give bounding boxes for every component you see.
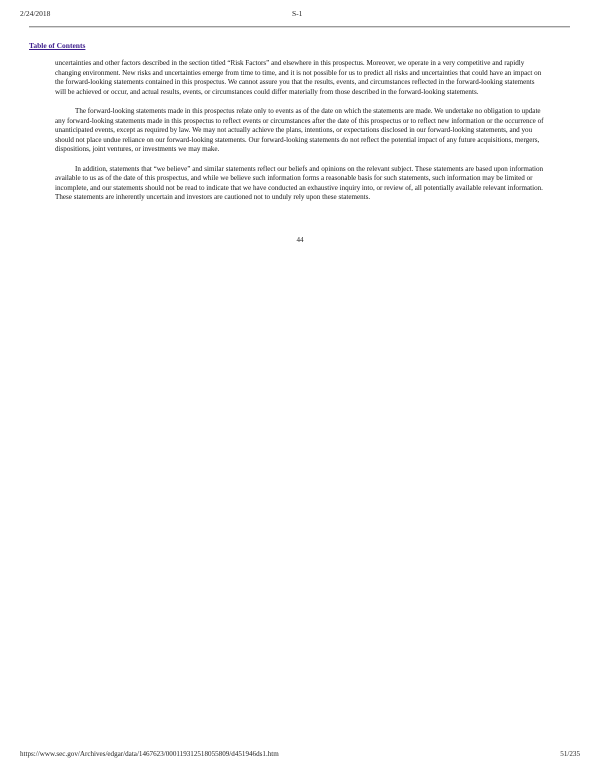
page-number: 44 bbox=[296, 236, 304, 244]
source-url: https://www.sec.gov/Archives/edgar/data/1467623/000119312518055809/d451946ds1.htm bbox=[20, 750, 279, 758]
print-header bbox=[20, 9, 580, 23]
print-date: 2/24/2018 bbox=[20, 9, 51, 18]
table-of-contents-link[interactable]: Table of Contents bbox=[29, 41, 86, 50]
paragraph-forward-looking: The forward-looking statements made in this prospectus relate only to events as of the date on which the statements are made. We undertake no obligation to update any forward-looking statements made in this prospectus to reflect events or circumstances after the date of this prospectus or to reflect new information or the occurrence of unanticipated events, except as required by law. We may not actually achieve the plans, intentions, or expectations disclosed in our forward-looking statements, and you should not place undue reliance on our forward-looking statements. Our forward-looking statements do not reflect the potential impact of any future acquisitions, mergers, dispositions, joint ventures, or investments we may make. bbox=[55, 106, 544, 154]
header-divider bbox=[29, 26, 570, 28]
paragraph-risk-continuation: uncertainties and other factors described in the section titled “Risk Factors” and elsewhere in this prospectus. Moreover, we operate in a very competitive and rapidly changing environment. New risks and uncertainties emerge from time to time, and it is not possible for us to predict all risks and uncertainties that could have an impact on the forward-looking statements contained in this prospectus. We cannot assure you that the results, events, and circumstances reflected in the forward-looking statements will be achieved or occur, and actual results, events, or circumstances could differ materially from those described in the forward-looking statements. bbox=[55, 59, 542, 96]
print-footer bbox=[20, 750, 580, 762]
document-title: S-1 bbox=[292, 9, 303, 18]
document-body bbox=[55, 59, 545, 213]
print-page-count: 51/235 bbox=[560, 750, 580, 758]
paragraph-we-believe: In addition, statements that “we believe” and similar statements reflect our beliefs and opinions on the relevant subject. These statements are based upon information available to us as of the date of this prospectus, and while we believe such information forms a reasonable basis for such statements, such information may be limited or incomplete, and our statements should not be read to indicate that we have conducted an exhaustive inquiry into, or review of, all potentially available relevant information. These statements are inherently uncertain and investors are cautioned not to unduly rely upon these statements. bbox=[55, 164, 544, 202]
